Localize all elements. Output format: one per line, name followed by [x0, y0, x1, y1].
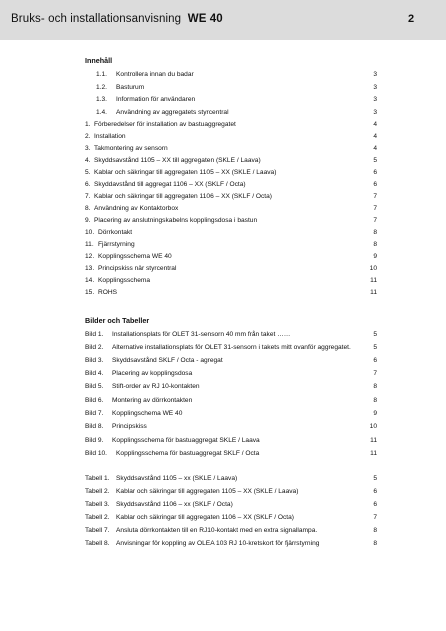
entry-number: Tabell 1. — [85, 475, 110, 482]
entry-page: 6 — [373, 169, 377, 176]
entry-number: 6. — [85, 181, 91, 188]
toc-entry[interactable] — [85, 180, 385, 189]
entry-page: 8 — [373, 540, 377, 547]
entry-number: 3. — [85, 145, 91, 152]
entry-text: Installation — [94, 133, 126, 140]
entry-number: Tabell 8. — [85, 540, 110, 547]
entry-number: 13. — [85, 265, 95, 272]
entry-page: 4 — [373, 121, 377, 128]
entry-page: 8 — [373, 527, 377, 534]
figure-entry[interactable] — [85, 436, 385, 445]
toc-entry[interactable] — [85, 276, 385, 285]
figure-entry[interactable] — [85, 382, 385, 391]
entry-text: Användning av Kontaktorbox — [94, 205, 179, 212]
entry-page: 6 — [373, 501, 377, 508]
entry-text: Stift-order av RJ 10-kontakten — [112, 383, 200, 390]
entry-page: 4 — [373, 145, 377, 152]
entry-number: Bild 8. — [85, 423, 104, 430]
toc-entry[interactable] — [85, 240, 385, 249]
entry-number: Bild 6. — [85, 397, 104, 404]
entry-number: Tabell 3. — [85, 501, 110, 508]
entry-number: 15. — [85, 289, 95, 296]
toc-entry[interactable] — [85, 120, 385, 129]
entry-page: 11 — [370, 277, 377, 284]
entry-text: Skyddsavstånd SKLF / Octa - agregat — [112, 357, 223, 364]
entry-text: Takmontering av sensorn — [94, 145, 168, 152]
entry-number: 5. — [85, 169, 91, 176]
entry-text: Placering av anslutningskabelns kopplingsdosa i bastun — [94, 217, 258, 224]
entry-text: Ansluta dörrkontakten till en RJ10-kontakt med en extra signallampa. — [116, 527, 318, 534]
entry-text: Kontrollera innan du badar — [116, 71, 194, 78]
toc-entry[interactable] — [85, 228, 385, 237]
entry-page: 11 — [370, 437, 377, 444]
entry-number: 8. — [85, 205, 91, 212]
entry-text: Kopplingsschema — [98, 277, 151, 284]
toc-entry[interactable] — [85, 264, 385, 273]
entry-text: Förberedelser för installation av bastuaggregatet — [94, 121, 236, 128]
entry-number: Tabell 2. — [85, 488, 110, 495]
entry-page: 7 — [373, 514, 377, 521]
entry-text: Kopplingschema WE 40 — [112, 410, 183, 417]
entry-page: 6 — [373, 181, 377, 188]
entry-page: 3 — [373, 84, 377, 91]
entry-page: 7 — [373, 217, 377, 224]
entry-number: Bild 7. — [85, 410, 104, 417]
entry-page: 5 — [373, 344, 377, 351]
figure-entry[interactable] — [85, 396, 385, 405]
toc-entry[interactable] — [85, 156, 385, 165]
entry-page: 8 — [373, 241, 377, 248]
entry-number: 12. — [85, 253, 95, 260]
entry-text: Principskiss när styrcentral — [98, 265, 177, 272]
entry-page: 5 — [373, 475, 377, 482]
entry-page: 11 — [370, 289, 377, 296]
entry-text: Kopplingsschema för bastuaggregat SKLF / Octa — [116, 450, 260, 457]
entry-number: Bild 1. — [85, 331, 104, 338]
entry-number: Bild 4. — [85, 370, 104, 377]
entry-number: 1.4. — [96, 109, 107, 116]
model-name: WE 40 — [187, 13, 223, 25]
figure-entry[interactable] — [85, 422, 385, 431]
toc-entry[interactable] — [85, 70, 385, 79]
entry-number: 1. — [85, 121, 91, 128]
entry-number: Bild 10. — [85, 450, 107, 457]
entry-page: 8 — [373, 383, 377, 390]
entry-page: 9 — [373, 253, 377, 260]
entry-text: Kablar och säkringar till aggregaten 1105 – XX (SKLE / Laava) — [116, 488, 299, 495]
entry-text: Dörrkontakt — [98, 229, 133, 236]
entry-number: 1.3. — [96, 96, 107, 103]
entry-number: 2. — [85, 133, 91, 140]
entry-text: Placering av kopplingsdosa — [112, 370, 193, 377]
entry-number: 9. — [85, 217, 91, 224]
toc-entry[interactable] — [85, 288, 385, 297]
table-entry[interactable] — [85, 474, 385, 483]
entry-text: Alternative installationsplats för OLET 31-sensorn i takets mitt ovanför aggregatet. — [112, 344, 351, 351]
toc-entry[interactable] — [85, 144, 385, 153]
figure-entry[interactable] — [85, 409, 385, 418]
entry-page: 10 — [369, 423, 377, 430]
entry-page: 4 — [373, 133, 377, 140]
table-entry[interactable] — [85, 500, 385, 509]
entry-number: Tabell 7. — [85, 527, 110, 534]
page-number: 2 — [408, 13, 415, 25]
entry-text: Principskiss — [112, 423, 147, 430]
entry-number: Tabell 2. — [85, 514, 110, 521]
entry-number: 1.2. — [96, 84, 107, 91]
entry-text: Kopplingsschema för bastuaggregat SKLE / Laava — [112, 437, 260, 444]
entry-text: Skyddsavstånd 1106 – xx (SKLF / Octa) — [116, 501, 233, 508]
entry-text: Kablar och säkringar till aggregaten 1106 – XX (SKLF / Octa) — [116, 514, 295, 521]
entry-number: 10. — [85, 229, 95, 236]
entry-number: Bild 3. — [85, 357, 104, 364]
table-entry[interactable] — [85, 539, 385, 548]
entry-number: 4. — [85, 157, 91, 164]
entry-number: Bild 9. — [85, 437, 104, 444]
entry-number: 14. — [85, 277, 95, 284]
title-text: Bruks- och installationsanvisning — [11, 13, 182, 25]
entry-number: Bild 2. — [85, 344, 104, 351]
entry-page: 9 — [373, 410, 377, 417]
entry-page: 6 — [373, 357, 377, 364]
document-title — [11, 13, 223, 25]
entry-text: Fjärrstyrning — [98, 241, 135, 248]
toc-entry[interactable] — [85, 204, 385, 213]
entry-page: 11 — [370, 450, 377, 457]
entry-page: 5 — [373, 157, 377, 164]
entry-page: 7 — [373, 205, 377, 212]
toc-entry[interactable] — [85, 95, 385, 104]
figure-entry[interactable] — [85, 356, 385, 365]
entry-page: 8 — [373, 229, 377, 236]
toc-entry[interactable] — [85, 252, 385, 261]
entry-text: Basturum — [116, 84, 145, 91]
entry-number: 11. — [85, 241, 94, 248]
table-entry[interactable] — [85, 513, 385, 522]
entry-text: Användning av aggregatets styrcentral — [116, 109, 229, 116]
toc-entry[interactable] — [85, 132, 385, 141]
entry-number: 7. — [85, 193, 91, 200]
figure-entry[interactable] — [85, 369, 385, 378]
entry-text: Montering av dörrkontakten — [112, 397, 193, 404]
entry-text: Information för användaren — [116, 96, 196, 103]
entry-text: Skyddsavstånd 1105 – xx (SKLE / Laava) — [116, 475, 238, 482]
toc-entry[interactable] — [85, 83, 385, 92]
figure-entry[interactable] — [85, 343, 385, 352]
contents-heading: Innehåll — [85, 56, 113, 65]
entry-text: ROHS — [98, 289, 118, 296]
entry-page: 3 — [373, 109, 377, 116]
entry-text: Kablar och säkringar till aggregaten 1106 – XX (SKLF / Octa) — [94, 193, 273, 200]
figure-entry[interactable] — [85, 449, 385, 458]
figure-entry[interactable] — [85, 330, 385, 339]
entry-number: 1.1. — [96, 71, 107, 78]
table-entry[interactable] — [85, 487, 385, 496]
figures-heading: Bilder och Tabeller — [85, 316, 150, 325]
toc-entry[interactable] — [85, 168, 385, 177]
entry-page: 7 — [373, 370, 377, 377]
entry-page: 10 — [369, 265, 377, 272]
entry-text: Skyddsavstånd 1105 – XX till aggregaten (SKLE / Laava) — [94, 157, 261, 164]
entry-page: 3 — [373, 71, 377, 78]
toc-entry[interactable] — [85, 108, 385, 117]
page-header — [0, 0, 446, 40]
entry-text: Kablar och säkringar till aggregaten 1105 – XX (SKLE / Laava) — [94, 169, 277, 176]
toc-entry[interactable] — [85, 216, 385, 225]
entry-text: Skyddavstånd till aggregat 1106 – XX (SKLF / Octa) — [94, 181, 246, 188]
entry-page: 3 — [373, 96, 377, 103]
entry-number: Bild 5. — [85, 383, 104, 390]
entry-page: 6 — [373, 488, 377, 495]
entry-page: 7 — [373, 193, 377, 200]
table-entry[interactable] — [85, 526, 385, 535]
entry-text: Kopplingsschema WE 40 — [98, 253, 172, 260]
toc-entry[interactable] — [85, 192, 385, 201]
entry-page: 5 — [373, 331, 377, 338]
entry-text: Installationsplats för OLET 31-sensorn 40 mm från taket …… — [112, 331, 291, 338]
entry-text: Anvisningar för koppling av OLEA 103 RJ 10-kretskort för fjärrstyrning — [116, 540, 320, 547]
entry-page: 8 — [373, 397, 377, 404]
